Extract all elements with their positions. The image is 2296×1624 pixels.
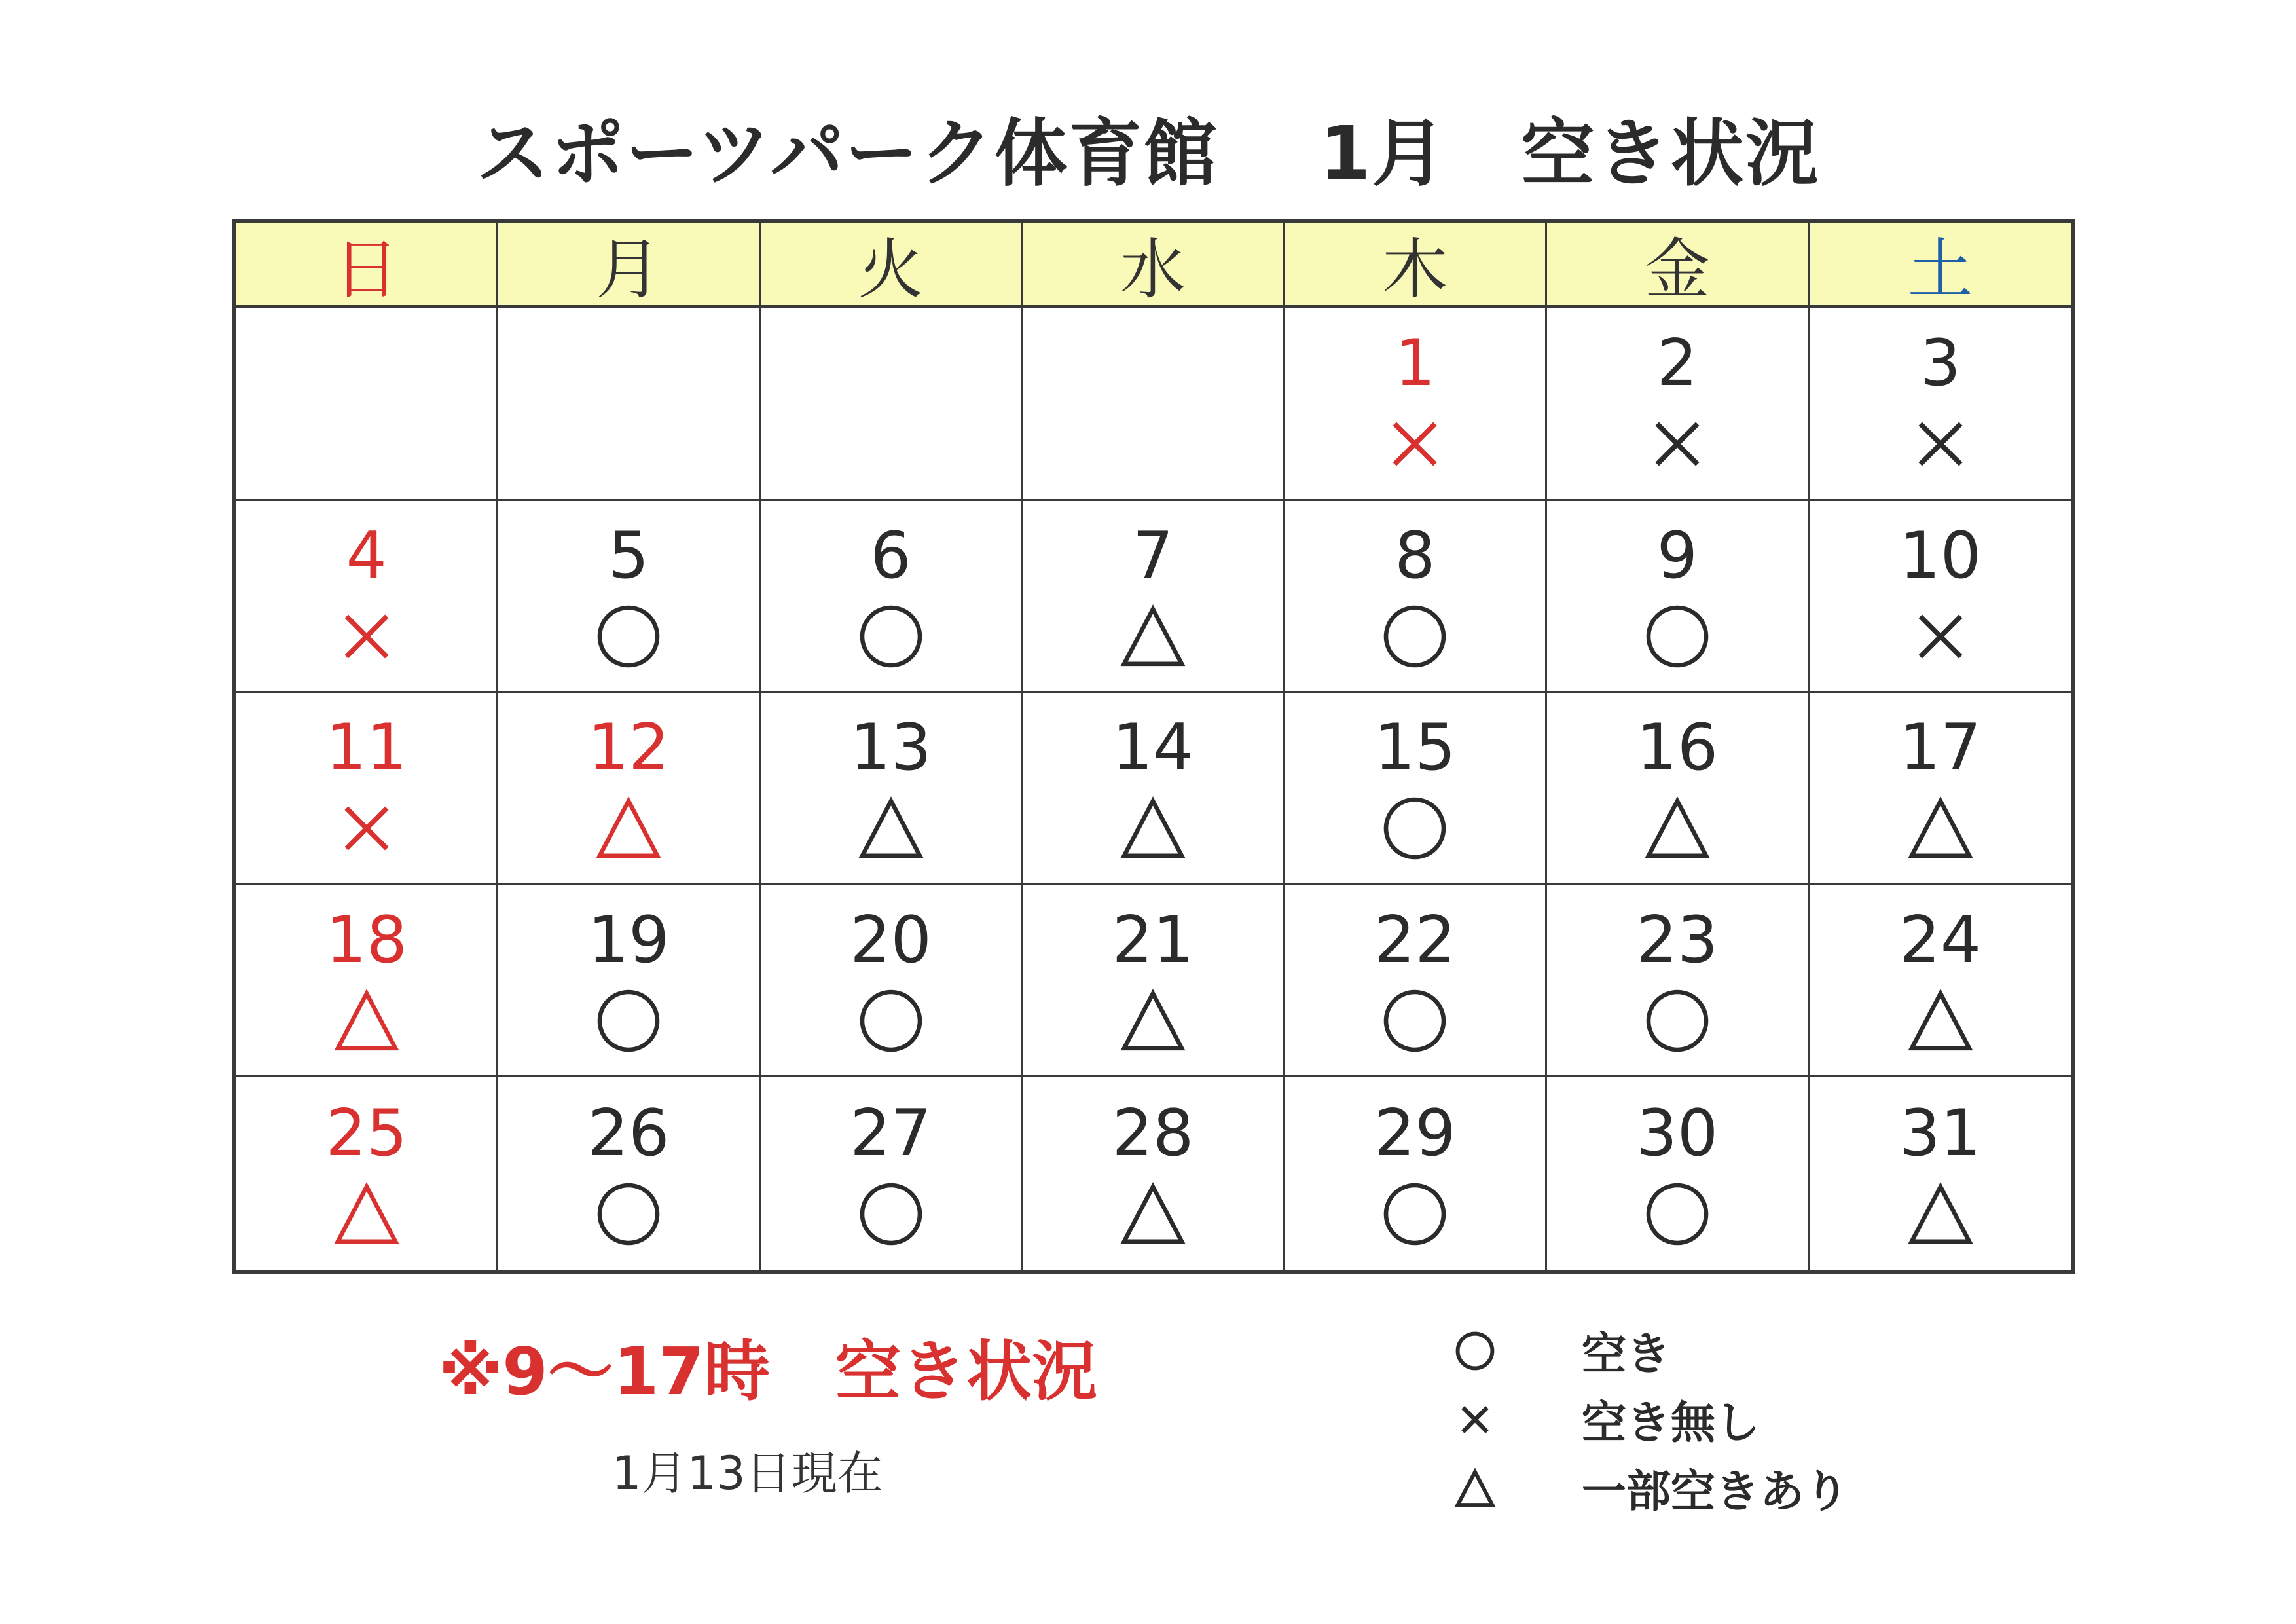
calendar-day-cell [1547,1077,1809,1270]
weekday-header: 月 [498,223,760,308]
day-number: 28 [1112,1096,1194,1172]
day-number: 7 [1132,518,1174,593]
partial-triangle-icon [592,792,665,864]
day-number: 24 [1899,903,1982,978]
calendar-day-cell [1810,693,2071,885]
calendar-day-cell [1285,308,1547,501]
calendar-day-cell [1547,308,1809,501]
available-circle-icon [592,985,665,1057]
calendar-day-cell [1285,1077,1547,1270]
available-circle-icon [855,600,927,673]
calendar-day-cell [1547,501,1809,693]
day-number: 17 [1899,710,1982,786]
day-number: 13 [850,710,932,786]
legend-item [1453,1385,1849,1454]
calendar-day-cell [1547,693,1809,885]
full-cross-icon [1904,600,1977,673]
partial-triangle-icon [1117,600,1189,673]
day-number: 18 [325,903,408,978]
available-circle-icon [1379,600,1451,673]
calendar-day-cell [498,1077,760,1270]
calendar-day-cell [236,308,498,501]
day-number: 27 [850,1096,932,1172]
as-of-date: 1月13日現在 [612,1447,883,1500]
calendar-day-cell [498,501,760,693]
calendar-day-cell [1547,885,1809,1078]
weekday-header: 水 [1023,223,1285,308]
full-cross-icon [1641,408,1713,480]
available-circle-icon [1641,600,1713,673]
day-number: 15 [1374,710,1456,786]
day-number: 25 [325,1096,408,1172]
weekday-header: 木 [1285,223,1547,308]
partial-triangle-icon [1904,792,1977,864]
day-number: 9 [1656,518,1698,593]
calendar-day-cell [1810,1077,2071,1270]
partial-triangle-icon [1904,985,1977,1057]
calendar-day-cell [1285,885,1547,1078]
full-cross-icon [1904,408,1977,480]
weekday-header: 金 [1547,223,1809,308]
calendar-day-cell [1023,308,1285,501]
page-title: スポーツパーク体育館 1月 空き状況 [476,111,1820,196]
calendar-day-cell [236,885,498,1078]
legend-label: 空き [1582,1329,1671,1380]
partial-triangle-icon [1641,792,1713,864]
day-number: 12 [587,710,670,786]
legend-item [1453,1316,1849,1385]
calendar-day-cell [1023,501,1285,693]
available-circle-icon [1379,792,1451,864]
calendar-day-cell [761,885,1023,1078]
day-number: 5 [608,518,649,593]
available-circle-icon [1379,1178,1451,1250]
available-circle-icon [592,600,665,673]
weekday-header: 火 [761,223,1023,308]
calendar-day-cell [236,1077,498,1270]
partial-triangle-icon [331,1178,403,1250]
day-number: 21 [1112,903,1194,978]
calendar-day-cell [1023,693,1285,885]
availability-calendar [232,219,2075,1274]
available-circle-icon [1641,1178,1713,1250]
calendar-day-cell [761,308,1023,501]
available-circle-icon [855,985,927,1057]
full-cross-icon [331,792,403,864]
day-number: 20 [850,903,932,978]
weekday-header: 土 [1810,223,2071,308]
hours-note: ※9～17時 空き状況 [439,1333,1097,1410]
day-number: 19 [587,903,670,978]
available-circle-icon [1641,985,1713,1057]
available-circle-icon [1453,1329,1497,1373]
full-cross-icon [1379,408,1451,480]
day-number: 4 [346,518,387,593]
day-number: 10 [1899,518,1982,593]
legend-label: 空き無し [1582,1397,1760,1449]
calendar-day-cell [498,885,760,1078]
partial-triangle-icon [1117,1178,1189,1250]
calendar-day-cell [1285,501,1547,693]
partial-triangle-icon [855,792,927,864]
calendar-day-cell [498,308,760,501]
day-number: 8 [1394,518,1436,593]
calendar-day-cell [236,693,498,885]
day-number: 3 [1920,326,1961,401]
day-number: 1 [1394,326,1436,401]
available-circle-icon [855,1178,927,1250]
day-number: 6 [870,518,911,593]
legend-label: 一部空きあり [1582,1466,1850,1518]
day-number: 11 [325,710,408,786]
day-number: 14 [1112,710,1194,786]
available-circle-icon [1379,985,1451,1057]
partial-triangle-icon [1117,792,1189,864]
weekday-header: 日 [236,223,498,308]
available-circle-icon [592,1178,665,1250]
calendar-day-cell [761,501,1023,693]
partial-triangle-icon [331,985,403,1057]
calendar-day-cell [236,501,498,693]
calendar-day-cell [498,693,760,885]
calendar-day-cell [1023,885,1285,1078]
calendar-day-cell [761,1077,1023,1270]
full-cross-icon [1453,1398,1497,1441]
day-number: 31 [1899,1096,1982,1172]
legend-item [1453,1454,1849,1522]
day-number: 16 [1636,710,1719,786]
calendar-day-cell [1285,693,1547,885]
calendar-day-cell [1810,308,2071,501]
day-number: 29 [1374,1096,1456,1172]
partial-triangle-icon [1117,985,1189,1057]
day-number: 30 [1636,1096,1719,1172]
day-number: 26 [587,1096,670,1172]
calendar-day-cell [1023,1077,1285,1270]
calendar-day-cell [1810,501,2071,693]
calendar-day-cell [1810,885,2071,1078]
day-number: 22 [1374,903,1456,978]
full-cross-icon [331,600,403,673]
partial-triangle-icon [1453,1467,1497,1510]
day-number: 2 [1656,326,1698,401]
legend [1453,1316,1849,1522]
partial-triangle-icon [1904,1178,1977,1250]
calendar-day-cell [761,693,1023,885]
day-number: 23 [1636,903,1719,978]
